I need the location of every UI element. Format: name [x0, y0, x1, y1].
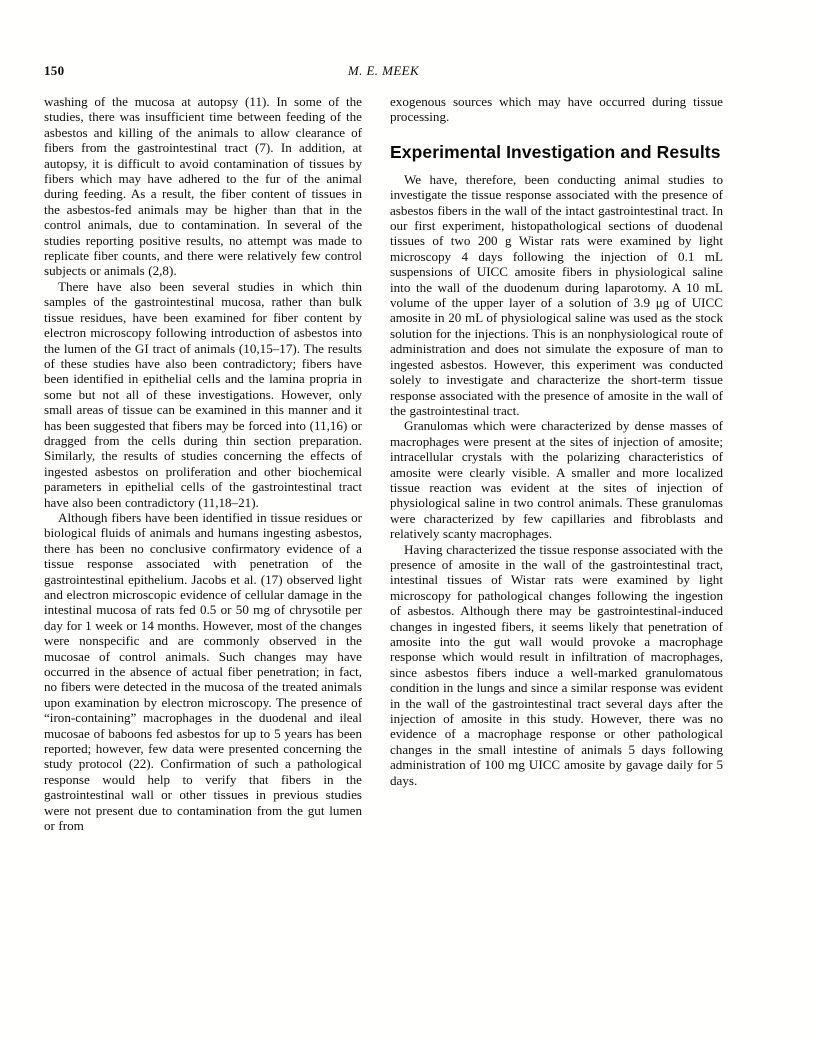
right-column [390, 94, 723, 788]
paragraph: Although fibers have been identified in tissue residues or biological fluids of animals and humans ingesting asbestos, there has been no conclusive confirmatory evidence of a tissue response associated with penetration of the gastrointestinal epithelium. Jacobs et al. (17) observed light and electron microscopic evidence of cellular damage in the intestinal mucosa of rats fed 0.5 or 50 mg of chrysotile per day for 1 week or 14 months. However, most of the changes were nonspecific and are commonly observed in the mucosae of control animals. Such changes may have occurred in the absence of actual fiber penetration; in fact, no fibers were detected in the mucosa of the treated animals upon examination by electron microscopy. The presence of “iron-containing” macrophages in the duodenal and ileal mucosae of baboons fed asbestos for up to 5 years has been reported; however, few data were presented concerning the study protocol (22). Confirmation of such a pathological response would help to verify that fibers in the gastrointestinal wall or other tissues in previous studies were not present due to contamination from the gut lumen or from [44, 509, 362, 834]
page-number: 150 [44, 63, 65, 78]
running-head: M. E. MEEK [347, 63, 420, 78]
paragraph-continuation: exogenous sources which may have occurred during tissue processing. [390, 94, 723, 125]
paragraph: Granulomas which were characterized by dense masses of macrophages were present at the sites of injection of amosite; intracellular crystals with the polarizing characteristics of amosite were clearly visible. A smaller and more localized tissue reaction was evident at the sites of injection of physiological saline in two control animals. These granulomas were characterized by few capillaries and fibroblasts and relatively scanty macrophages. [390, 418, 723, 542]
paragraph-continuation: washing of the mucosa at autopsy (11). In some of the studies, there was insufficient time between feeding of the asbestos and killing of the animals to allow clearance of fibers from the gastrointestinal tract (7). In addition, at autopsy, it is difficult to avoid contamination of tissues by fibers which may have adhered to the fur of the animal during feeding. As a result, the fiber content of tissues in the asbestos-fed animals may be higher than that in the control animals, due to contamination. In several of the studies reporting positive results, no attempt was made to replicate fiber counts, and there were relatively few control subjects or animals (2,8). [44, 94, 362, 279]
paragraph: There have also been several studies in which thin samples of the gastrointestinal mucosa, rather than bulk tissue residues, have been examined for fiber content by electron microscopy following introduction of asbestos into the lumen of the GI tract of animals (10,15–17). The results of these studies have also been contradictory; fibers have been identified in epithelial cells and the lamina propria in some but not all of these investigations. However, only small areas of tissue can be examined in this manner and it has been suggested that fibers may be forced into (11,16) or dragged from the cells during thin section preparation. Similarly, the results of studies concerning the effects of ingested asbestos on proliferation and other biochemical parameters in epithelial cells of the gastrointestinal tract have also been contradictory (11,18–21). [44, 278, 362, 510]
section-heading: Experimental Investigation and Results [390, 141, 721, 162]
paragraph: We have, therefore, been conducting animal studies to investigate the tissue response associated with the presence of asbestos fibers in the wall of the intact gastrointestinal tract. In our first experiment, histopathological sections of duodenal tissues of two 200 g Wistar rats were examined by light microscopy 4 days following the injection of 0.1 mL suspensions of UICC amosite fibers in physiological saline into the wall of the duodenum during laparotomy. A 10 mL volume of the upper layer of a solution of 3.9 μg of UICC amosite in 20 mL of physiological saline was used as the stock solution for the injections. This is an nonphysiological route of administration and does not simulate the exposure of man to ingested asbestos. However, this experiment was conducted solely to investigate and characterize the short-term tissue response associated with the presence of amosite in the wall of the gastrointestinal tract. [390, 171, 723, 418]
two-column-body [44, 94, 723, 834]
left-column [44, 94, 362, 834]
paragraph: Having characterized the tissue response associated with the presence of amosite in the wall of the gastrointestinal tract, intestinal tissues of Wistar rats were examined by light microscopy for pathological changes following the ingestion of asbestos. Although there may be gastrointestinal-induced changes in ingested fibers, it seems likely that penetration of amosite into the gut wall would provoke a macrophage response which would result in infiltration of macrophages, since asbestos fibers induce a well-marked granulomatous condition in the lungs and since a similar response was evident in the wall of the gastrointestinal tract several days after the injection of amosite in this study. However, there was no evidence of a macrophage response or other pathological changes in the small intestine of animals 5 days following administration of 100 mg UICC amosite by gavage daily for 5 days. [390, 541, 723, 788]
page-header [44, 63, 723, 81]
